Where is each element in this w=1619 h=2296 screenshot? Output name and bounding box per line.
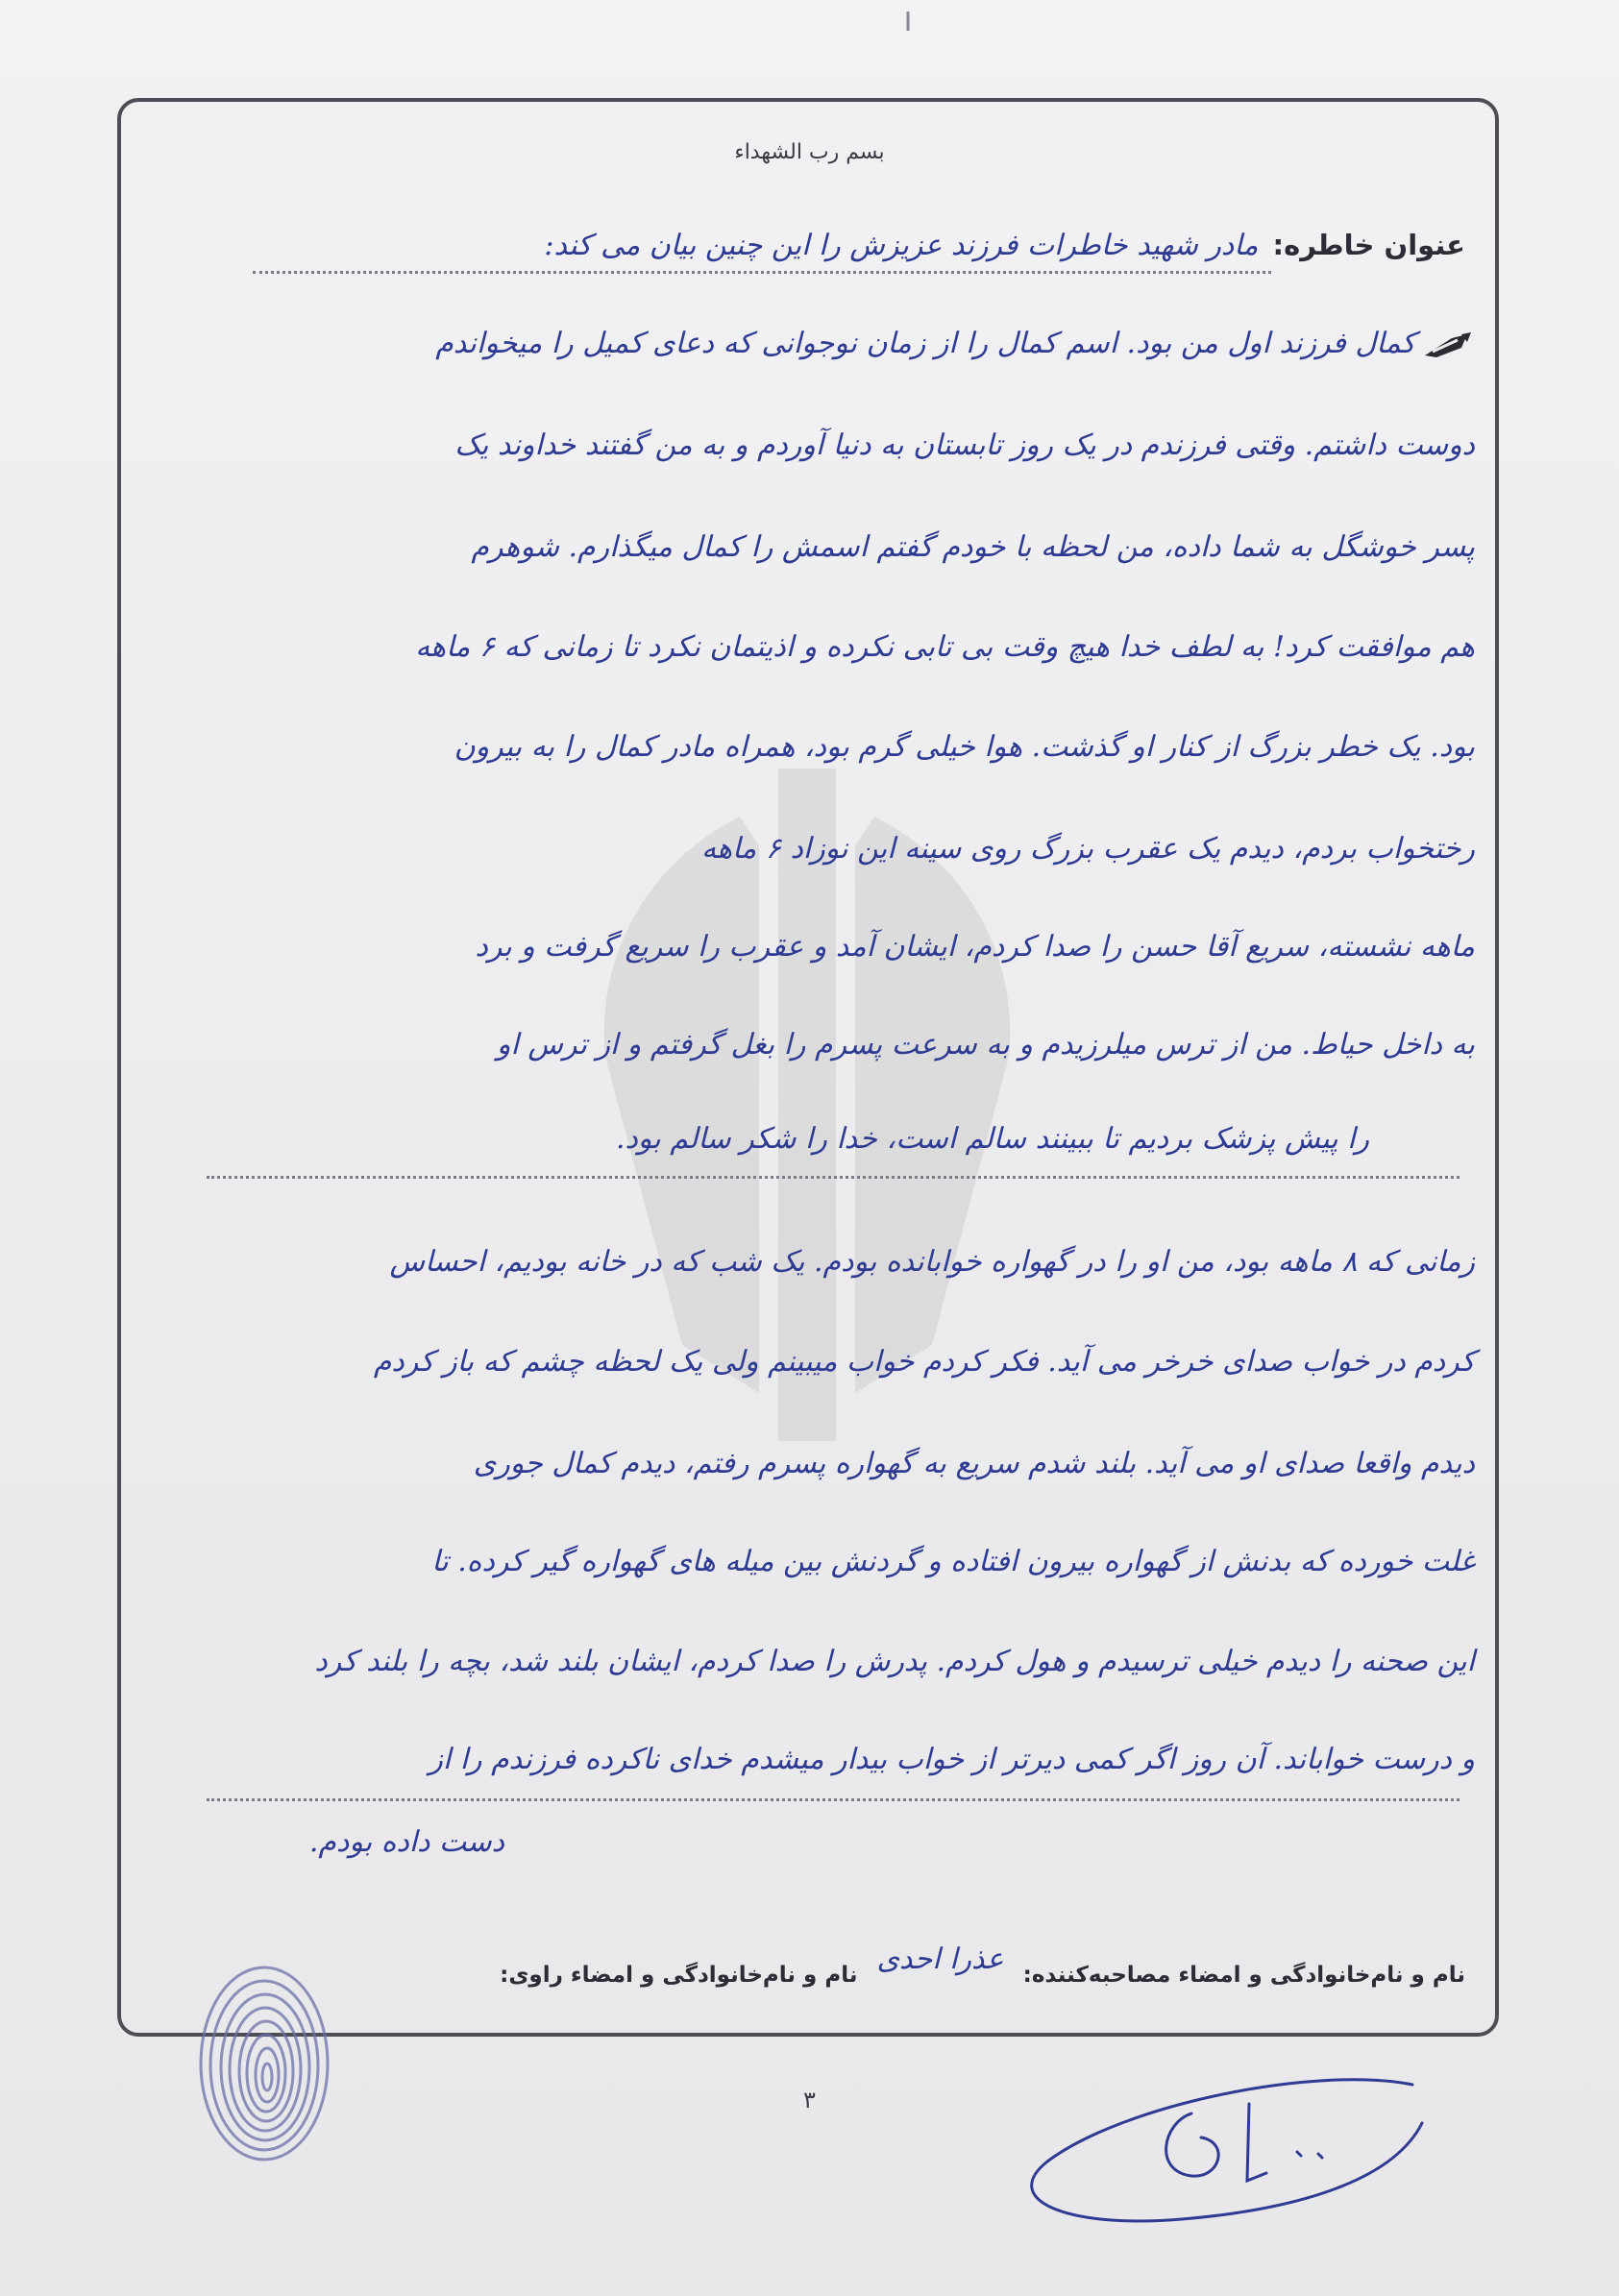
fingerprint-stamp: [192, 1960, 336, 2166]
memory-line: رختخواب بردم، دیدم یک عقرب بزرگ روی سینه این نوزاد ۶ ماهه: [701, 832, 1475, 866]
memory-line: دوست داشتم. وقتی فرزندم در یک روز تابستان به دنیا آوردم و به من گفتند خداوند یک: [454, 428, 1475, 462]
memory-line: هم موافقت کرد! به لطف خدا هیچ وقت بی تابی نکرده و اذیتمان نکرد تا زمانی که ۶ ماهه: [415, 630, 1475, 664]
page-number: ۳: [803, 2087, 816, 2113]
memory-line: را پیش پزشک بردیم تا ببینند سالم است، خدا را شکر سالم بود.: [616, 1122, 1369, 1156]
memory-line: پسر خوشگل به شما داده، من لحظه با خودم گفتم اسمش را کمال میگذارم. شوهرم: [471, 530, 1475, 564]
signature-footer: [139, 1942, 1465, 1990]
interviewer-name: عذرا احدی: [876, 1942, 1004, 1976]
memory-line: این صحنه را دیدم خیلی ترسیدم و هول کردم. پدرش را صدا کردم، ایشان بلند شد، بچه را بلند کرد: [314, 1645, 1475, 1678]
memory-line: به داخل حیاط. من از ترس میلرزیدم و به سرعت پسرم را بغل گرفتم و از ترس او: [497, 1028, 1475, 1062]
dotted-line: [207, 1798, 1460, 1801]
memory-line: بود. یک خطر بزرگ از کنار او گذشت. هوا خیلی گرم بود، همراه مادر کمال را به بیرون: [454, 730, 1475, 764]
narrator-label: نام و نام‌خانوادگی و امضاء راوی:: [500, 1963, 858, 1988]
memory-line: و درست خواباند. آن روز اگر کمی دیرتر از خواب بیدار میشدم خدای ناکرده فرزندم را از: [429, 1743, 1475, 1776]
memory-line: دیدم واقعا صدای او می آید. بلند شدم سریع به گهواره پسرم رفتم، دیدم کمال جوری: [473, 1447, 1475, 1480]
memory-title-value: مادر شهید خاطرات فرزند عزیزش را این چنین بیان می کند:: [544, 229, 1259, 262]
title-dotted-line: [253, 271, 1271, 274]
memory-line: ماهه نشسته، سریع آقا حسن را صدا کردم، ایشان آمد و عقرب را سریع گرفت و برد: [475, 930, 1475, 964]
memory-title-label: عنوان خاطره:: [1272, 229, 1465, 261]
memory-title-row: [149, 229, 1465, 262]
memory-line: غلت خورده که بدنش از گهواره بیرون افتاده و گردنش بین میله های گهواره گیر کرده. تا: [431, 1545, 1475, 1578]
dotted-line: [207, 1176, 1460, 1179]
pen-mark: [903, 12, 913, 31]
pen-bullet-icon: [1423, 332, 1473, 359]
narrator-signature: [1009, 2065, 1432, 2229]
memory-line: کردم در خواب صدای خرخر می آید. فکر کردم خواب میبینم ولی یک لحظه چشم که باز کردم: [373, 1345, 1475, 1379]
memory-line: کمال فرزند اول من بود. اسم کمال را از زمان نوجوانی که دعای کمیل را میخواندم: [435, 327, 1415, 360]
memory-line: زمانی که ۸ ماهه بود، من او را در گهواره خوابانده بودم. یک شب که در خانه بودیم، احساس: [389, 1245, 1475, 1279]
interviewer-label: نام و نام‌خانوادگی و امضاء مصاحبه‌کننده:: [1022, 1963, 1465, 1988]
memory-line: دست داده بودم.: [308, 1825, 504, 1859]
basmala-header: بسم رب الشهداء: [734, 140, 885, 164]
